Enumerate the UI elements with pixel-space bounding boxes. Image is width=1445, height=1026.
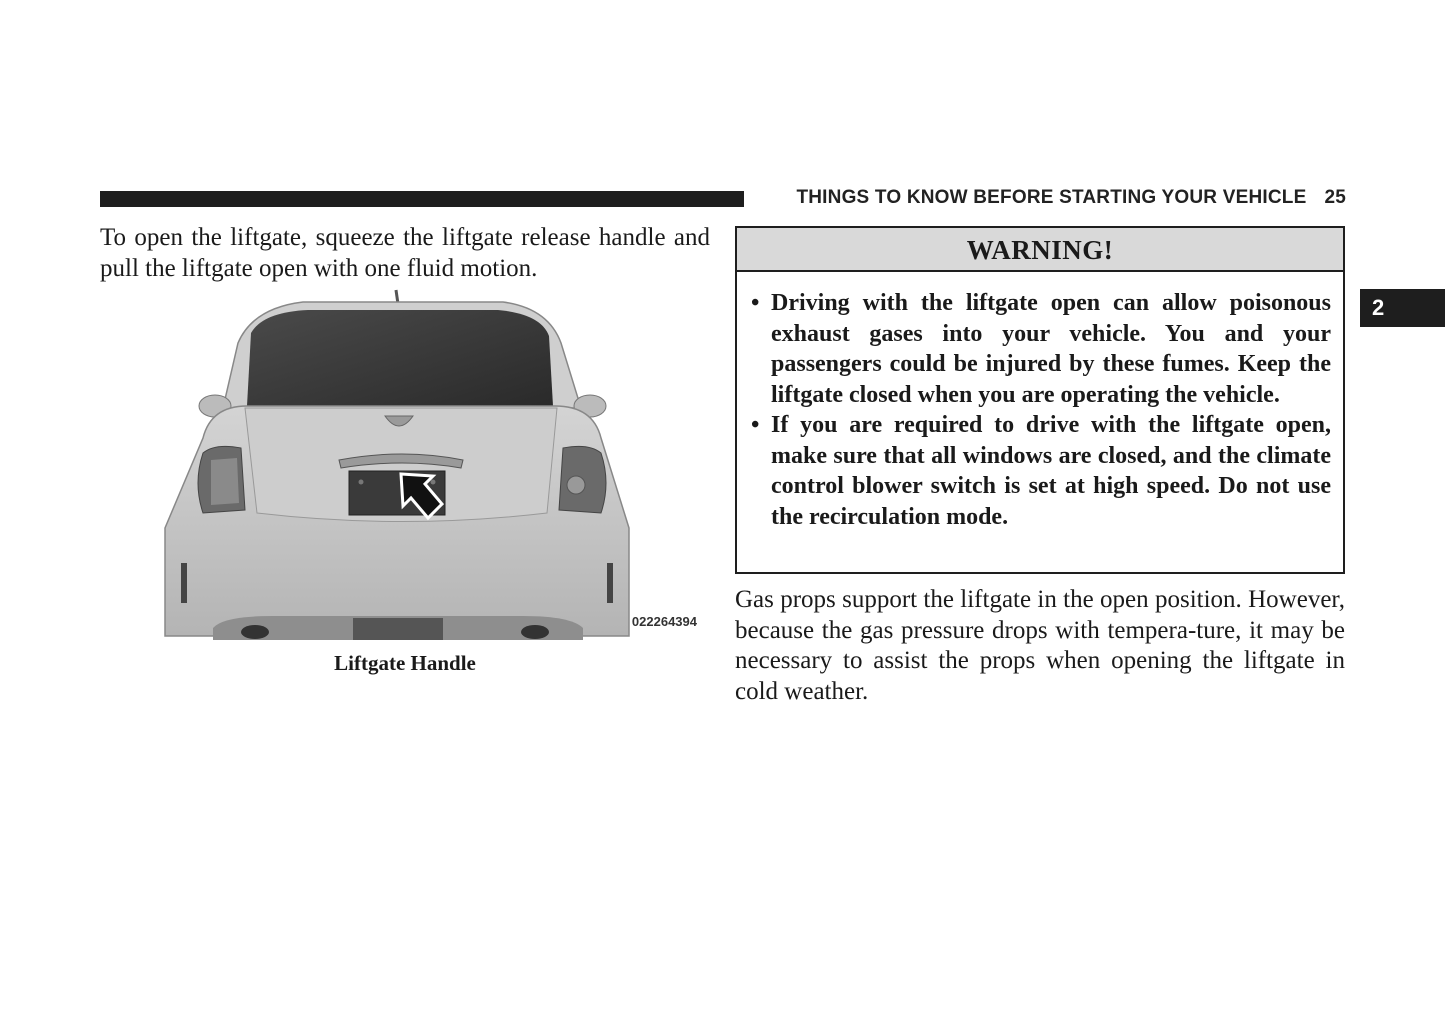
warning-list (737, 272, 1343, 532)
warning-item: • Driving with the liftgate open can allow poisonous exhaust gases into your vehicle. You and your passengers could be injured by these fumes. Keep the liftgate closed when you are operating the vehicle. (751, 288, 1331, 410)
page-number: 25 (1324, 187, 1346, 208)
running-header (760, 187, 1346, 209)
gas-props-paragraph: Gas props support the liftgate in the open position. However, because the gas pressure drops with tempera-ture, it may be necessary to assist the props when opening the liftgate in cold weather. (735, 586, 1345, 705)
warning-item: • If you are required to drive with the liftgate open, make sure that all windows are closed, and the climate control blower switch is set at high speed. Do not use the recirculation mode. (751, 410, 1331, 532)
warning-box (735, 226, 1345, 574)
car-rear-illustration (163, 288, 703, 643)
header-rule (100, 191, 744, 207)
intro-paragraph: To open the liftgate, squeeze the liftgate release handle and pull the liftgate open with one fluid motion. (100, 224, 710, 282)
section-title: THINGS TO KNOW BEFORE STARTING YOUR VEHICLE (796, 187, 1307, 208)
liftgate-figure (163, 288, 703, 643)
chapter-tab: 2 (1360, 289, 1445, 327)
figure-caption: Liftgate Handle (334, 651, 476, 675)
warning-title: WARNING! (737, 228, 1343, 272)
figure-id: 022264394 (631, 614, 697, 629)
